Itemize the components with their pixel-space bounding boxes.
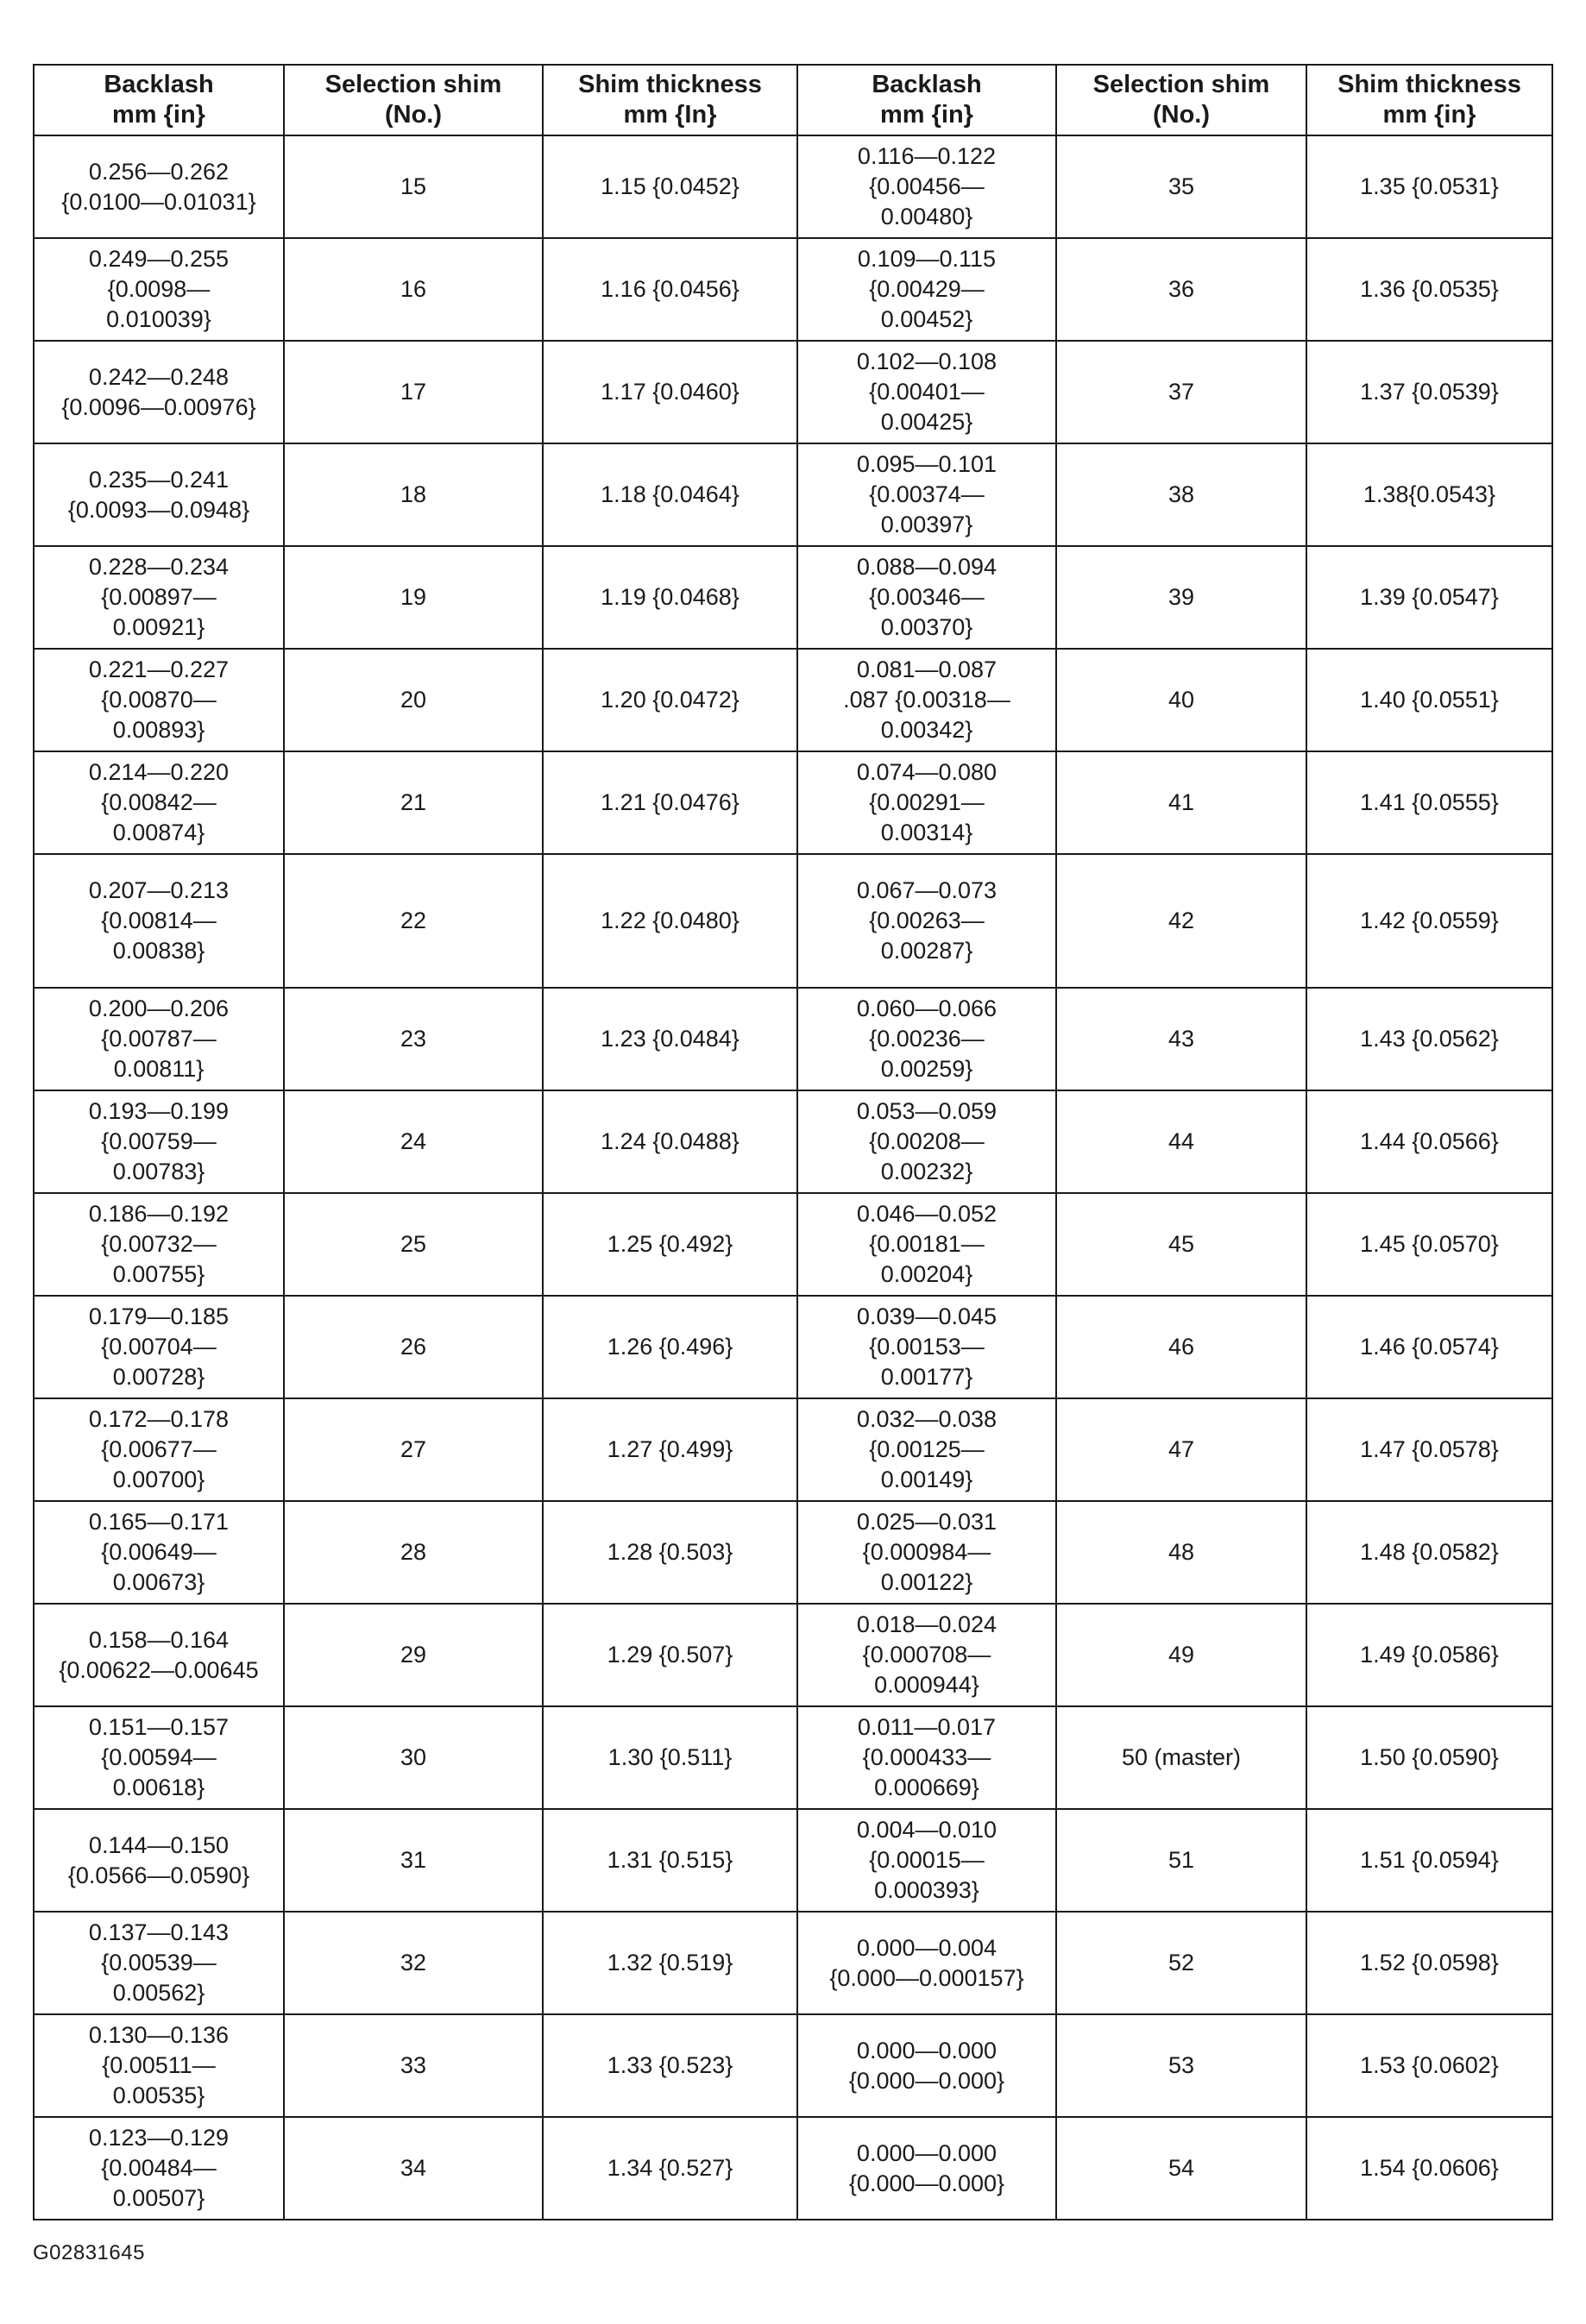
cell-line: 0.172—0.178 <box>88 1406 230 1432</box>
cell-shim-thickness: 1.15 {0.0452} <box>543 135 797 238</box>
cell-selection-shim: 23 <box>284 988 543 1090</box>
cell-selection-shim: 52 <box>1056 1912 1306 2014</box>
cell-backlash <box>797 546 1056 649</box>
header-backlash-right <box>797 65 1056 135</box>
cell-backlash <box>797 1501 1056 1604</box>
cell-line: {0.00870— <box>101 687 217 713</box>
cell-shim-thickness: 1.28 {0.503} <box>543 1501 797 1604</box>
cell-line: 0.074—0.080 <box>856 759 998 785</box>
cell-shim-thickness: 1.34 {0.527} <box>543 2117 797 2220</box>
cell-selection-shim: 45 <box>1056 1193 1306 1296</box>
cell-backlash <box>34 1706 284 1809</box>
cell-shim-thickness: 1.17 {0.0460} <box>543 341 797 443</box>
cell-selection-shim: 24 <box>284 1090 543 1193</box>
cell-line: 0.186—0.192 <box>88 1201 230 1227</box>
cell-shim-thickness: 1.43 {0.0562} <box>1306 988 1552 1090</box>
cell-selection-shim: 37 <box>1056 341 1306 443</box>
cell-line: .087 {0.00318— <box>843 687 1010 713</box>
cell-selection-shim: 31 <box>284 1809 543 1912</box>
cell-selection-shim: 34 <box>284 2117 543 2220</box>
cell-backlash <box>34 854 284 988</box>
cell-line: 0.00342} <box>880 717 973 743</box>
cell-shim-thickness: 1.50 {0.0590} <box>1306 1706 1552 1809</box>
cell-shim-thickness: 1.23 {0.0484} <box>543 988 797 1090</box>
cell-shim-thickness: 1.21 {0.0476} <box>543 751 797 854</box>
cell-shim-thickness: 1.31 {0.515} <box>543 1809 797 1912</box>
cell-shim-thickness: 1.41 {0.0555} <box>1306 751 1552 854</box>
cell-line: 0.00673} <box>112 1569 205 1595</box>
cell-line: 0.000—0.000 <box>856 2037 998 2063</box>
cell-backlash <box>34 238 284 341</box>
cell-line: 0.249—0.255 <box>88 246 230 272</box>
cell-shim-thickness: 1.39 {0.0547} <box>1306 546 1552 649</box>
cell-line: 0.060—0.066 <box>856 996 998 1021</box>
cell-backlash <box>797 1090 1056 1193</box>
cell-selection-shim: 20 <box>284 649 543 751</box>
header-line: (No.) <box>384 101 443 129</box>
cell-line: 0.214—0.220 <box>88 759 230 785</box>
cell-line: {0.00787— <box>101 1026 217 1052</box>
cell-shim-thickness: 1.19 {0.0468} <box>543 546 797 649</box>
cell-backlash <box>797 1296 1056 1398</box>
cell-shim-thickness: 1.35 {0.0531} <box>1306 135 1552 238</box>
cell-line: {0.000—0.000} <box>848 2067 1005 2094</box>
cell-line: 0.081—0.087 <box>856 656 998 682</box>
table-row <box>34 238 1552 341</box>
cell-line: {0.00015— <box>869 1847 985 1873</box>
cell-line: 0.123—0.129 <box>88 2125 230 2151</box>
cell-selection-shim: 41 <box>1056 751 1306 854</box>
header-line: Shim thickness <box>578 71 762 98</box>
cell-selection-shim: 22 <box>284 854 543 988</box>
cell-selection-shim: 38 <box>1056 443 1306 546</box>
cell-line: {0.00291— <box>869 789 985 815</box>
cell-line: 0.00700} <box>112 1467 205 1492</box>
cell-line: 0.00535} <box>112 2082 205 2108</box>
cell-line: 0.000944} <box>874 1672 979 1698</box>
table-row <box>34 1604 1552 1706</box>
cell-backlash <box>797 649 1056 751</box>
cell-line: 0.004—0.010 <box>856 1817 998 1843</box>
cell-line: {0.00125— <box>869 1436 985 1462</box>
cell-selection-shim: 28 <box>284 1501 543 1604</box>
cell-line: {0.00153— <box>869 1334 985 1360</box>
table-row <box>34 2117 1552 2220</box>
cell-line: 0.116—0.122 <box>857 143 997 169</box>
cell-line: {0.00704— <box>101 1334 217 1360</box>
header-backlash-left <box>34 65 284 135</box>
cell-shim-thickness: 1.49 {0.0586} <box>1306 1604 1552 1706</box>
header-line: mm {in} <box>880 101 973 129</box>
cell-backlash <box>34 1501 284 1604</box>
cell-backlash <box>34 1604 284 1706</box>
header-line: mm {in} <box>112 101 205 129</box>
cell-line: {0.00539— <box>101 1950 217 1975</box>
cell-backlash <box>34 988 284 1090</box>
cell-line: 0.00122} <box>880 1569 973 1595</box>
header-line: Selection shim <box>324 71 502 98</box>
cell-line: {0.00732— <box>101 1231 217 1257</box>
cell-selection-shim: 44 <box>1056 1090 1306 1193</box>
table-row <box>34 341 1552 443</box>
cell-selection-shim: 27 <box>284 1398 543 1501</box>
cell-shim-thickness: 1.22 {0.0480} <box>543 854 797 988</box>
cell-backlash <box>797 135 1056 238</box>
cell-line: {0.00897— <box>101 584 217 610</box>
cell-backlash <box>797 1398 1056 1501</box>
cell-shim-thickness: 1.38{0.0543} <box>1306 443 1552 546</box>
table-row <box>34 1501 1552 1604</box>
cell-shim-thickness: 1.20 {0.0472} <box>543 649 797 751</box>
cell-selection-shim: 46 <box>1056 1296 1306 1398</box>
cell-line: 0.200—0.206 <box>88 996 230 1021</box>
cell-line: 0.00921} <box>112 614 205 640</box>
cell-shim-thickness: 1.40 {0.0551} <box>1306 649 1552 751</box>
cell-line: 0.00480} <box>880 204 973 229</box>
table-row <box>34 1398 1552 1501</box>
cell-line: {0.00677— <box>101 1436 217 1462</box>
cell-selection-shim: 32 <box>284 1912 543 2014</box>
cell-line: {0.00842— <box>101 789 217 815</box>
cell-backlash <box>797 1809 1056 1912</box>
cell-shim-thickness: 1.51 {0.0594} <box>1306 1809 1552 1912</box>
cell-shim-thickness: 1.53 {0.0602} <box>1306 2014 1552 2117</box>
header-selection-shim-right <box>1056 65 1306 135</box>
header-line: Shim thickness <box>1337 71 1521 98</box>
cell-line: 0.00728} <box>112 1364 205 1390</box>
cell-line: 0.179—0.185 <box>88 1303 230 1329</box>
cell-backlash <box>34 135 284 238</box>
cell-line: 0.000393} <box>874 1877 979 1903</box>
cell-line: 0.00562} <box>112 1980 205 2006</box>
cell-line: 0.00314} <box>880 820 973 845</box>
cell-line: 0.00452} <box>880 306 973 332</box>
cell-shim-thickness: 1.36 {0.0535} <box>1306 238 1552 341</box>
cell-line: {0.000—0.000157} <box>829 1964 1024 1991</box>
header-shim-thickness-left <box>543 65 797 135</box>
cell-backlash <box>797 751 1056 854</box>
cell-line: 0.053—0.059 <box>856 1098 998 1124</box>
cell-shim-thickness: 1.16 {0.0456} <box>543 238 797 341</box>
table-row <box>34 854 1552 988</box>
cell-line: 0.00755} <box>112 1261 205 1287</box>
cell-line: 0.228—0.234 <box>88 554 230 580</box>
cell-line: 0.011—0.017 <box>857 1714 997 1740</box>
table-row <box>34 1193 1552 1296</box>
cell-shim-thickness: 1.46 {0.0574} <box>1306 1296 1552 1398</box>
cell-line: 0.046—0.052 <box>856 1201 998 1227</box>
cell-line: 0.242—0.248 <box>88 363 230 390</box>
cell-line: {0.000984— <box>862 1539 991 1565</box>
cell-shim-thickness: 1.18 {0.0464} <box>543 443 797 546</box>
cell-backlash <box>34 1090 284 1193</box>
cell-backlash <box>797 988 1056 1090</box>
cell-line: {0.00374— <box>869 481 985 507</box>
cell-selection-shim: 50 (master) <box>1056 1706 1306 1809</box>
cell-line: {0.00649— <box>101 1539 217 1565</box>
table-body <box>34 135 1552 2220</box>
cell-backlash <box>34 1296 284 1398</box>
cell-line: 0.039—0.045 <box>856 1303 998 1329</box>
cell-backlash <box>34 1398 284 1501</box>
table-row <box>34 1912 1552 2014</box>
cell-line: 0.010039} <box>106 306 211 332</box>
cell-line: 0.256—0.262 <box>88 158 230 185</box>
cell-line: 0.130—0.136 <box>88 2022 230 2048</box>
header-line: mm {in} <box>1382 101 1476 129</box>
cell-line: {0.00511— <box>102 2052 216 2078</box>
cell-line: 0.109—0.115 <box>857 246 997 272</box>
cell-line: 0.00232} <box>880 1159 973 1184</box>
cell-line: {0.000—0.000} <box>848 2170 1005 2196</box>
table-row <box>34 1090 1552 1193</box>
cell-backlash <box>34 1809 284 1912</box>
cell-line: 0.00507} <box>112 2185 205 2211</box>
cell-selection-shim: 51 <box>1056 1809 1306 1912</box>
cell-line: 0.00838} <box>112 938 205 964</box>
cell-line: {0.0100—0.01031} <box>61 188 256 215</box>
header-line: mm {In} <box>623 101 717 129</box>
header-line: Backlash <box>872 71 982 98</box>
cell-backlash <box>34 546 284 649</box>
cell-line: 0.000—0.000 <box>856 2139 998 2166</box>
cell-selection-shim: 30 <box>284 1706 543 1809</box>
cell-selection-shim: 40 <box>1056 649 1306 751</box>
cell-backlash <box>34 649 284 751</box>
cell-backlash <box>34 2117 284 2220</box>
cell-backlash <box>797 1912 1056 2014</box>
cell-line: 0.032—0.038 <box>856 1406 998 1432</box>
figure-id: G02831645 <box>33 2241 145 2264</box>
cell-backlash <box>797 854 1056 988</box>
header-shim-thickness-right <box>1306 65 1552 135</box>
table-row <box>34 443 1552 546</box>
cell-selection-shim: 33 <box>284 2014 543 2117</box>
cell-shim-thickness: 1.29 {0.507} <box>543 1604 797 1706</box>
cell-line: {0.00594— <box>101 1744 217 1770</box>
cell-selection-shim: 43 <box>1056 988 1306 1090</box>
cell-shim-thickness: 1.52 {0.0598} <box>1306 1912 1552 2014</box>
cell-backlash <box>797 2014 1056 2117</box>
cell-backlash <box>797 1604 1056 1706</box>
cell-backlash <box>34 1193 284 1296</box>
cell-backlash <box>34 2014 284 2117</box>
cell-line: 0.221—0.227 <box>88 656 230 682</box>
cell-selection-shim: 48 <box>1056 1501 1306 1604</box>
cell-backlash <box>34 751 284 854</box>
cell-backlash <box>797 341 1056 443</box>
cell-line: 0.00149} <box>880 1467 973 1492</box>
cell-selection-shim: 39 <box>1056 546 1306 649</box>
cell-line: 0.00893} <box>112 717 205 743</box>
cell-selection-shim: 47 <box>1056 1398 1306 1501</box>
cell-line: 0.000—0.004 <box>856 1934 998 1961</box>
cell-line: 0.00397} <box>880 512 973 537</box>
cell-line: {0.00429— <box>869 276 985 302</box>
cell-line: {0.0098— <box>107 276 211 302</box>
cell-line: 0.207—0.213 <box>88 877 230 903</box>
table-row <box>34 1809 1552 1912</box>
cell-selection-shim: 16 <box>284 238 543 341</box>
cell-shim-thickness: 1.42 {0.0559} <box>1306 854 1552 988</box>
cell-selection-shim: 36 <box>1056 238 1306 341</box>
cell-shim-thickness: 1.24 {0.0488} <box>543 1090 797 1193</box>
cell-line: {0.00346— <box>869 584 985 610</box>
cell-line: {0.000708— <box>862 1642 991 1668</box>
cell-line: 0.000669} <box>874 1774 979 1800</box>
cell-line: {0.00401— <box>869 379 985 405</box>
table-row <box>34 1706 1552 1809</box>
cell-selection-shim: 21 <box>284 751 543 854</box>
cell-line: {0.00759— <box>101 1128 217 1154</box>
cell-line: 0.235—0.241 <box>88 466 230 493</box>
cell-line: 0.00204} <box>880 1261 973 1287</box>
cell-line: 0.00370} <box>880 614 973 640</box>
cell-shim-thickness: 1.45 {0.0570} <box>1306 1193 1552 1296</box>
cell-shim-thickness: 1.30 {0.511} <box>543 1706 797 1809</box>
cell-line: 0.018—0.024 <box>856 1611 998 1637</box>
cell-shim-thickness: 1.44 {0.0566} <box>1306 1090 1552 1193</box>
cell-selection-shim: 49 <box>1056 1604 1306 1706</box>
cell-selection-shim: 29 <box>284 1604 543 1706</box>
cell-shim-thickness: 1.25 {0.492} <box>543 1193 797 1296</box>
table-row <box>34 2014 1552 2117</box>
cell-shim-thickness: 1.33 {0.523} <box>543 2014 797 2117</box>
table-row <box>34 1296 1552 1398</box>
cell-line: 0.00425} <box>880 409 973 435</box>
cell-line: 0.00618} <box>112 1774 205 1800</box>
cell-line: 0.067—0.073 <box>856 877 998 903</box>
cell-shim-thickness: 1.27 {0.499} <box>543 1398 797 1501</box>
cell-line: 0.00177} <box>880 1364 973 1390</box>
table-row <box>34 649 1552 751</box>
cell-line: {0.0566—0.0590} <box>67 1862 250 1888</box>
cell-selection-shim: 35 <box>1056 135 1306 238</box>
cell-line: 0.00259} <box>880 1056 973 1082</box>
cell-selection-shim: 15 <box>284 135 543 238</box>
cell-line: 0.00287} <box>880 938 973 964</box>
cell-shim-thickness: 1.47 {0.0578} <box>1306 1398 1552 1501</box>
cell-line: {0.00181— <box>869 1231 985 1257</box>
table-row <box>34 751 1552 854</box>
cell-selection-shim: 54 <box>1056 2117 1306 2220</box>
cell-backlash <box>797 443 1056 546</box>
table-row <box>34 988 1552 1090</box>
cell-shim-thickness: 1.37 {0.0539} <box>1306 341 1552 443</box>
cell-selection-shim: 19 <box>284 546 543 649</box>
table-row <box>34 546 1552 649</box>
cell-line: 0.193—0.199 <box>88 1098 230 1124</box>
header-line: (No.) <box>1152 101 1211 129</box>
cell-line: {0.00208— <box>869 1128 985 1154</box>
cell-shim-thickness: 1.26 {0.496} <box>543 1296 797 1398</box>
cell-line: 0.144—0.150 <box>88 1831 230 1858</box>
cell-line: 0.151—0.157 <box>88 1714 230 1740</box>
cell-line: {0.00456— <box>869 173 985 199</box>
cell-line: {0.00484— <box>101 2155 217 2181</box>
cell-line: {0.0093—0.0948} <box>67 496 250 523</box>
cell-shim-thickness: 1.54 {0.0606} <box>1306 2117 1552 2220</box>
cell-line: {0.00622—0.00645 <box>59 1656 259 1683</box>
cell-backlash <box>34 1912 284 2014</box>
cell-backlash <box>797 1193 1056 1296</box>
cell-selection-shim: 17 <box>284 341 543 443</box>
cell-backlash <box>797 2117 1056 2220</box>
header-line: Selection shim <box>1092 71 1270 98</box>
cell-line: 0.102—0.108 <box>856 349 998 374</box>
cell-backlash <box>797 1706 1056 1809</box>
table-row <box>34 135 1552 238</box>
shim-selection-table <box>33 64 1553 2220</box>
cell-selection-shim: 25 <box>284 1193 543 1296</box>
header-selection-shim-left <box>284 65 543 135</box>
cell-shim-thickness: 1.48 {0.0582} <box>1306 1501 1552 1604</box>
cell-line: 0.025—0.031 <box>856 1509 998 1535</box>
table-header <box>34 65 1552 135</box>
cell-line: 0.158—0.164 <box>88 1626 230 1653</box>
cell-backlash <box>34 443 284 546</box>
cell-line: 0.165—0.171 <box>88 1509 230 1535</box>
cell-line: 0.00783} <box>112 1159 205 1184</box>
header-line: Backlash <box>104 71 214 98</box>
cell-line: {0.00814— <box>101 908 217 933</box>
cell-line: {0.00236— <box>869 1026 985 1052</box>
cell-line: 0.088—0.094 <box>856 554 998 580</box>
cell-backlash <box>34 341 284 443</box>
cell-selection-shim: 26 <box>284 1296 543 1398</box>
cell-line: 0.00874} <box>112 820 205 845</box>
cell-selection-shim: 18 <box>284 443 543 546</box>
cell-line: {0.00263— <box>869 908 985 933</box>
cell-backlash <box>797 238 1056 341</box>
cell-line: 0.095—0.101 <box>856 451 998 477</box>
cell-selection-shim: 53 <box>1056 2014 1306 2117</box>
cell-line: 0.00811} <box>113 1056 205 1082</box>
cell-shim-thickness: 1.32 {0.519} <box>543 1912 797 2014</box>
cell-line: {0.000433— <box>862 1744 991 1770</box>
cell-selection-shim: 42 <box>1056 854 1306 988</box>
header-row <box>34 65 1552 135</box>
cell-line: {0.0096—0.00976} <box>61 393 256 420</box>
cell-line: 0.137—0.143 <box>88 1919 230 1945</box>
